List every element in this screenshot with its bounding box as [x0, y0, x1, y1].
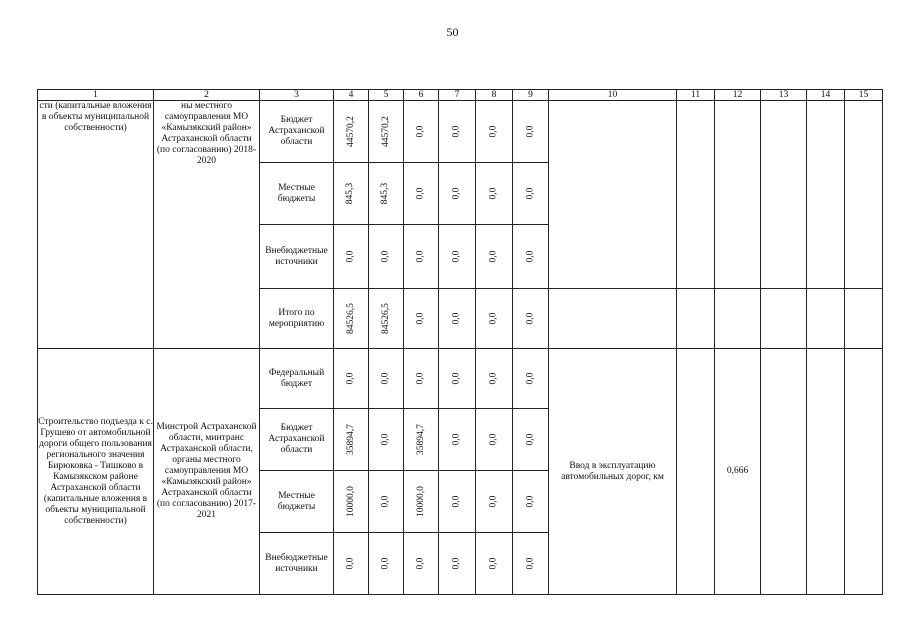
amount-v4: [334, 225, 369, 289]
amount-v8-value: 0,0: [488, 125, 499, 138]
blank-col-13: [761, 349, 807, 595]
amount-v7-value: 0,0: [451, 433, 462, 446]
block2-executor: Минстрой Астраханской области, минтранс Астраханской области, органы местного самоуправления МО «Камызякский район» Астраханской области (по согласованию) 2017-2021: [154, 349, 260, 595]
blank-col-14: [807, 289, 845, 349]
amount-v6: [404, 101, 439, 163]
blank-col-13: [761, 289, 807, 349]
amount-v5: [369, 533, 404, 595]
blank-col-13: [761, 101, 807, 289]
column-header-13: 13: [761, 90, 807, 101]
amount-v4: [334, 101, 369, 163]
amount-v8-value: 0,0: [488, 557, 499, 570]
amount-v6-value: 0,0: [415, 125, 426, 138]
amount-v9: [513, 471, 549, 533]
amount-v9: [513, 101, 549, 163]
column-header-6: 6: [404, 90, 439, 101]
amount-v4-value: 35894,7: [345, 424, 356, 455]
amount-v9: [513, 409, 549, 471]
funding-source: Местные бюджеты: [260, 471, 334, 533]
indicator-value: 0,666: [715, 349, 761, 595]
column-header-11: 11: [677, 90, 715, 101]
blank-col-15: [845, 101, 883, 289]
amount-v8: [476, 225, 513, 289]
blank-col-12: [715, 101, 761, 289]
funding-source: Федеральный бюджет: [260, 349, 334, 409]
amount-v8: [476, 163, 513, 225]
amount-v6-value: 0,0: [415, 187, 426, 200]
amount-v7: [439, 533, 476, 595]
amount-v8: [476, 349, 513, 409]
amount-v6-value: 0,0: [415, 312, 426, 325]
amount-v5: [369, 289, 404, 349]
amount-v4-value: 10000,0: [345, 486, 356, 517]
column-header-4: 4: [334, 90, 369, 101]
amount-v7: [439, 163, 476, 225]
amount-v5: [369, 225, 404, 289]
funding-source: Внебюджетные источники: [260, 225, 334, 289]
page-number: 50: [446, 25, 459, 39]
amount-v6-value: 10000,0: [415, 486, 426, 517]
amount-v5-value: 44570,2: [380, 116, 391, 147]
amount-v4-value: 0,0: [345, 557, 356, 570]
amount-v5-value: 0,0: [380, 495, 391, 508]
amount-v6-value: 0,0: [415, 557, 426, 570]
amount-v7-value: 0,0: [451, 125, 462, 138]
amount-v4: [334, 409, 369, 471]
column-header-1: 1: [38, 90, 154, 101]
blank-col-14: [807, 349, 845, 595]
amount-v5-value: 84526,5: [380, 303, 391, 334]
amount-v5: [369, 349, 404, 409]
column-header-2: 2: [154, 90, 260, 101]
amount-v9: [513, 163, 549, 225]
header-row: [38, 90, 883, 101]
table-row: [38, 349, 883, 409]
blank-col-12: [715, 289, 761, 349]
amount-v8-value: 0,0: [488, 250, 499, 263]
amount-v4: [334, 349, 369, 409]
amount-v9-value: 0,0: [525, 125, 535, 138]
amount-v9-value: 0,0: [525, 187, 535, 200]
amount-v6: [404, 163, 439, 225]
budget-table: [37, 89, 883, 595]
blank-col-10: [549, 289, 677, 349]
amount-v5-value: 0,0: [380, 557, 391, 570]
funding-source: Бюджет Астраханской области: [260, 101, 334, 163]
amount-v7: [439, 225, 476, 289]
amount-v4-value: 0,0: [345, 250, 356, 263]
amount-v6: [404, 409, 439, 471]
table-row: [38, 101, 883, 163]
amount-v9: [513, 289, 549, 349]
amount-v7: [439, 409, 476, 471]
amount-v9-value: 0,0: [525, 372, 535, 385]
amount-v5-value: 0,0: [380, 250, 391, 263]
column-header-8: 8: [476, 90, 513, 101]
amount-v8-value: 0,0: [488, 187, 499, 200]
amount-v6: [404, 225, 439, 289]
amount-v8: [476, 471, 513, 533]
column-header-3: 3: [260, 90, 334, 101]
block1-activity: сти (капитальные вложения в объекты муниципальной собственности): [38, 101, 154, 349]
amount-v7: [439, 289, 476, 349]
amount-v7: [439, 471, 476, 533]
block1-executor: ны местного самоуправления МО «Камызякский район» Астраханской области (по согласованию) 2018-2020: [154, 101, 260, 349]
amount-v4-value: 84526,5: [345, 303, 356, 334]
amount-v5-value: 845,3: [380, 182, 391, 205]
amount-v8: [476, 533, 513, 595]
blank-col-14: [807, 101, 845, 289]
amount-v8: [476, 409, 513, 471]
amount-v9-value: 0,0: [525, 557, 535, 570]
amount-v5-value: 0,0: [380, 372, 391, 385]
column-header-12: 12: [715, 90, 761, 101]
amount-v7-value: 0,0: [451, 187, 462, 200]
funding-source: Внебюджетные источники: [260, 533, 334, 595]
amount-v5: [369, 163, 404, 225]
blank-col-15: [845, 349, 883, 595]
amount-v6: [404, 349, 439, 409]
amount-v6: [404, 533, 439, 595]
amount-v9-value: 0,0: [525, 312, 535, 325]
block2-activity: Строительство подъезда к с. Грушево от автомобильной дороги общего пользования регионального значения Бирюковка - Тишково в Камызякском районе Астраханской области (капитальные вложения в объекты муниципальной собственности): [38, 349, 154, 595]
amount-v7-value: 0,0: [451, 557, 462, 570]
amount-v4-value: 845,3: [345, 182, 356, 205]
amount-v9: [513, 533, 549, 595]
amount-v4: [334, 471, 369, 533]
amount-v5: [369, 101, 404, 163]
amount-v5: [369, 409, 404, 471]
blank-col-10: [549, 101, 677, 289]
amount-v9: [513, 225, 549, 289]
amount-v8: [476, 101, 513, 163]
funding-source: Местные бюджеты: [260, 163, 334, 225]
funding-source: Бюджет Астраханской области: [260, 409, 334, 471]
amount-v9-value: 0,0: [525, 250, 535, 263]
amount-v4: [334, 163, 369, 225]
amount-v4-value: 44570,2: [345, 116, 356, 147]
amount-v8-value: 0,0: [488, 312, 499, 325]
column-header-7: 7: [439, 90, 476, 101]
amount-v4: [334, 289, 369, 349]
column-header-10: 10: [549, 90, 677, 101]
amount-v6-value: 0,0: [415, 372, 426, 385]
amount-v9-value: 0,0: [525, 433, 535, 446]
column-header-9: 9: [513, 90, 549, 101]
column-header-15: 15: [845, 90, 883, 101]
amount-v4: [334, 533, 369, 595]
amount-v7-value: 0,0: [451, 250, 462, 263]
amount-v7-value: 0,0: [451, 312, 462, 325]
amount-v5: [369, 471, 404, 533]
indicator-name: Ввод в эксплуатацию автомобильных дорог, км: [549, 349, 677, 595]
amount-v4-value: 0,0: [345, 372, 356, 385]
amount-v6-value: 35894,7: [415, 424, 426, 455]
blank-col-11: [677, 349, 715, 595]
amount-v5-value: 0,0: [380, 433, 391, 446]
funding-source: Итого по мероприятию: [260, 289, 334, 349]
amount-v7-value: 0,0: [451, 495, 462, 508]
blank-col-11: [677, 289, 715, 349]
amount-v6-value: 0,0: [415, 250, 426, 263]
amount-v9-value: 0,0: [525, 495, 535, 508]
amount-v9: [513, 349, 549, 409]
amount-v7-value: 0,0: [451, 372, 462, 385]
amount-v7: [439, 349, 476, 409]
column-header-14: 14: [807, 90, 845, 101]
amount-v6: [404, 289, 439, 349]
amount-v8-value: 0,0: [488, 433, 499, 446]
amount-v8: [476, 289, 513, 349]
amount-v8-value: 0,0: [488, 372, 499, 385]
amount-v8-value: 0,0: [488, 495, 499, 508]
amount-v7: [439, 101, 476, 163]
blank-col-11: [677, 101, 715, 289]
blank-col-15: [845, 289, 883, 349]
amount-v6: [404, 471, 439, 533]
column-header-5: 5: [369, 90, 404, 101]
